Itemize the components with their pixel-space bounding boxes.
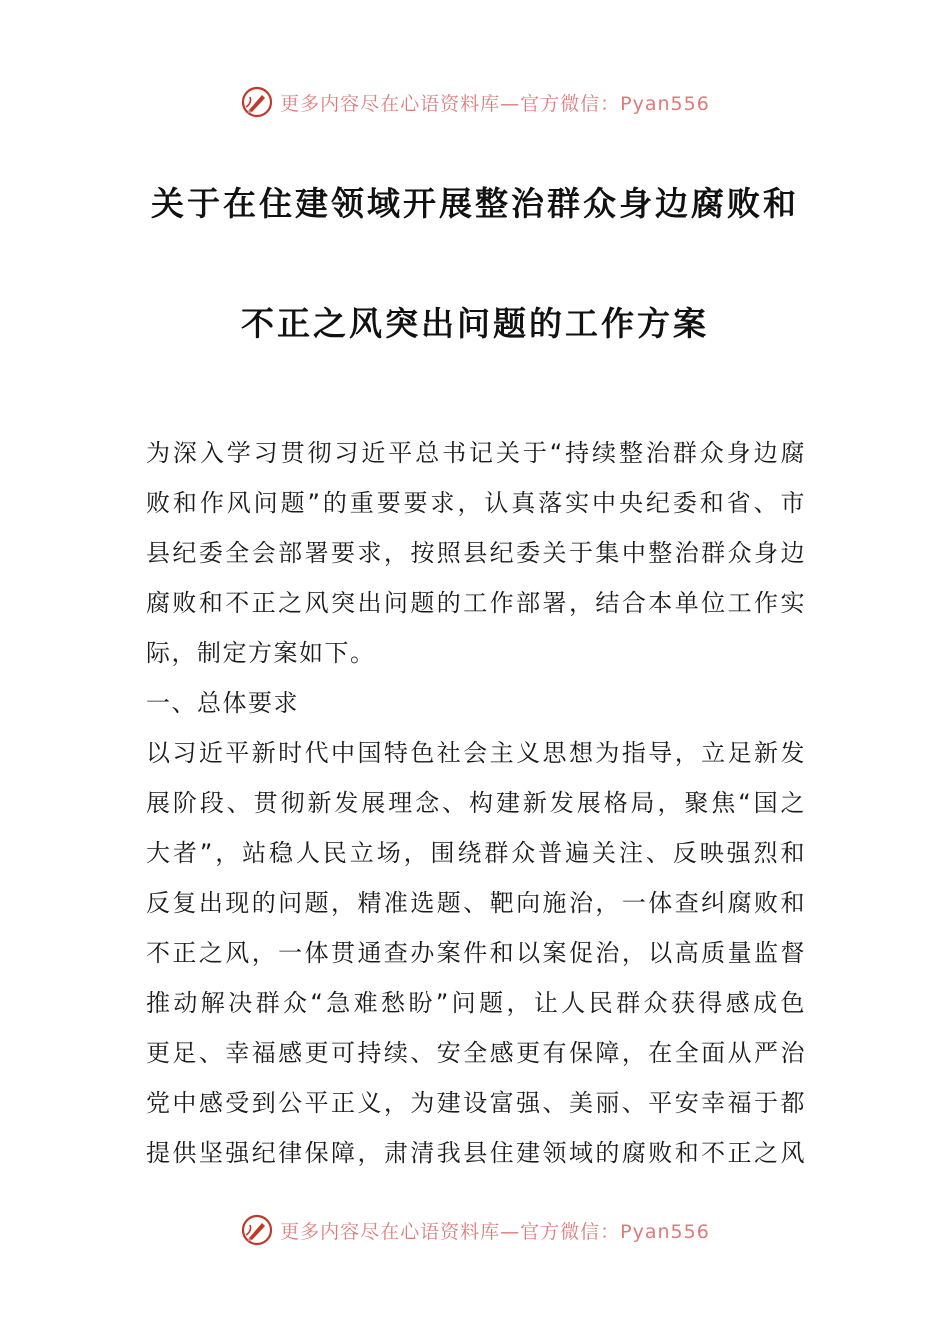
body-line: 腐败和不正之风突出问题的工作部署，结合本单位工作实 xyxy=(146,589,806,617)
section-heading: 一、总体要求 xyxy=(146,689,299,717)
body-line: 推动解决群众“急难愁盼”问题，让人民群众获得感成色 xyxy=(146,989,806,1017)
body-line: 党中感受到公平正义，为建设富强、美丽、平安幸福于都 xyxy=(146,1089,806,1117)
body-line: 县纪委全会部署要求，按照县纪委关于集中整治群众身边 xyxy=(146,539,806,567)
body-line: 以习近平新时代中国特色社会主义思想为指导，立足新发 xyxy=(146,739,806,767)
pen-logo-icon xyxy=(240,1213,274,1247)
body-line: 败和作风问题”的重要要求，认真落实中央纪委和省、市 xyxy=(146,489,806,517)
body-line: 反复出现的问题，精准选题、靶向施治，一体查纠腐败和 xyxy=(146,889,806,917)
body-line: 不正之风，一体贯通查办案件和以案促治，以高质量监督 xyxy=(146,939,806,967)
watermark-header xyxy=(0,82,950,122)
document-body xyxy=(146,428,806,1178)
document-title-line-2: 不正之风突出问题的工作方案 xyxy=(241,304,709,343)
body-line: 大者”，站稳人民立场，围绕群众普遍关注、反映强烈和 xyxy=(146,839,806,867)
document-title-line-1: 关于在住建领域开展整治群众身边腐败和 xyxy=(151,184,799,223)
pen-logo-icon xyxy=(240,85,274,119)
body-line: 提供坚强纪律保障，肃清我县住建领域的腐败和不正之风 xyxy=(146,1139,806,1167)
watermark-text: 更多内容尽在心语资料库—官方微信：Pyan556 xyxy=(280,92,710,115)
body-line: 展阶段、贯彻新发展理念、构建新发展格局，聚焦“国之 xyxy=(146,789,806,817)
watermark-text: 更多内容尽在心语资料库—官方微信：Pyan556 xyxy=(280,1220,710,1243)
body-line: 为深入学习贯彻习近平总书记关于“持续整治群众身边腐 xyxy=(146,439,806,467)
watermark-footer xyxy=(0,1210,950,1250)
body-line: 际，制定方案如下。 xyxy=(146,639,376,667)
body-line: 更足、幸福感更可持续、安全感更有保障，在全面从严治 xyxy=(146,1039,806,1067)
